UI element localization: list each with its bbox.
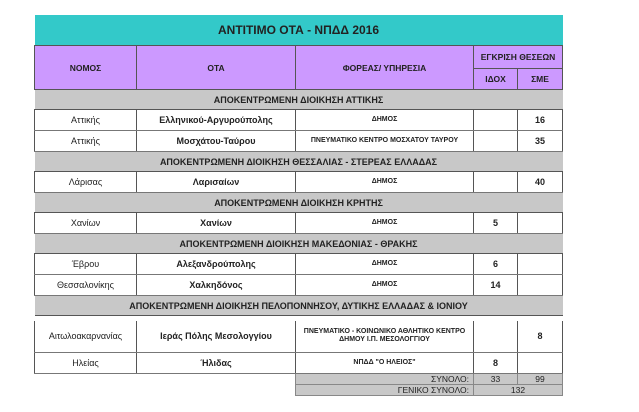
cell-idox — [474, 131, 518, 152]
table-row — [35, 254, 563, 275]
table-container — [34, 15, 562, 395]
cell-nomos: Έβρου — [35, 254, 137, 275]
section-title: ΑΠΟΚΕΝΤΡΩΜΕΝΗ ΔΙΟΙΚΗΣΗ ΠΕΛΟΠΟΝΝΗΣΟΥ, ΔΥΤΙΚΗΣ ΕΛΛΑΔΑΣ & ΙΟΝΙΟΥ — [35, 296, 563, 316]
cell-foreas: ΔΗΜΟΣ — [296, 213, 474, 234]
cell-ota: Χαλκηδόνος — [137, 275, 296, 296]
cell-nomos: Αττικής — [35, 131, 137, 152]
cell-foreas: ΔΗΜΟΣ — [296, 172, 474, 193]
section-title: ΑΠΟΚΕΝΤΡΩΜΕΝΗ ΔΙΟΙΚΗΣΗ ΚΡΗΤΗΣ — [35, 193, 563, 213]
section-title: ΑΠΟΚΕΝΤΡΩΜΕΝΗ ΔΙΟΙΚΗΣΗ ΑΤΤΙΚΗΣ — [35, 90, 563, 110]
cell-nomos: Λάρισας — [35, 172, 137, 193]
cell-foreas: ΝΠΔΔ "Ο ΗΛΕΙΟΣ" — [296, 352, 474, 373]
total-idox: 33 — [474, 373, 518, 384]
cell-idox — [474, 172, 518, 193]
table-row — [35, 321, 563, 352]
section-title: ΑΠΟΚΕΝΤΡΩΜΕΝΗ ΔΙΟΙΚΗΣΗ ΜΑΚΕΔΟΝΙΑΣ - ΘΡΑΚΗΣ — [35, 234, 563, 254]
cell-idox: 5 — [474, 213, 518, 234]
positions-table — [34, 15, 563, 396]
cell-nomos: Αιτωλοακαρνανίας — [35, 321, 137, 352]
header-idox: ΙΔΟΧ — [474, 69, 518, 90]
total-label: ΣΥΝΟΛΟ: — [296, 373, 474, 384]
table-title: ΑΝΤΙΤΙΜΟ ΟΤΑ - ΝΠΔΔ 2016 — [35, 15, 563, 46]
grand-total-label: ΓΕΝΙΚΟ ΣΥΝΟΛΟ: — [296, 384, 474, 395]
cell-idox: 6 — [474, 254, 518, 275]
cell-nomos: Ηλείας — [35, 352, 137, 373]
cell-ota: Ήλιδας — [137, 352, 296, 373]
cell-sme — [518, 213, 563, 234]
totals-row — [35, 373, 563, 384]
cell-foreas: ΔΗΜΟΣ — [296, 110, 474, 131]
cell-ota: Μοσχάτου-Ταύρου — [137, 131, 296, 152]
section-header-row — [35, 152, 563, 172]
section-title: ΑΠΟΚΕΝΤΡΩΜΕΝΗ ΔΙΟΙΚΗΣΗ ΘΕΣΣΑΛΙΑΣ - ΣΤΕΡΕΑΣ ΕΛΛΑΔΑΣ — [35, 152, 563, 172]
grand-total-value: 132 — [474, 384, 563, 395]
header-foreas: ΦΟΡΕΑΣ/ ΥΠΗΡΕΣΙΑ — [296, 46, 474, 90]
cell-sme — [518, 254, 563, 275]
header-nomos: ΝΟΜΟΣ — [35, 46, 137, 90]
cell-sme — [518, 275, 563, 296]
cell-sme: 8 — [518, 321, 563, 352]
grand-total-row — [35, 384, 563, 395]
cell-idox — [474, 110, 518, 131]
cell-sme: 40 — [518, 172, 563, 193]
table-row — [35, 172, 563, 193]
cell-idox: 14 — [474, 275, 518, 296]
header-sme: ΣΜΕ — [518, 69, 563, 90]
table-row — [35, 131, 563, 152]
cell-foreas: ΔΗΜΟΣ — [296, 275, 474, 296]
section-header-row — [35, 90, 563, 110]
table-row — [35, 110, 563, 131]
table-row — [35, 275, 563, 296]
cell-ota: Λαρισαίων — [137, 172, 296, 193]
cell-idox — [474, 321, 518, 352]
section-header-row — [35, 234, 563, 254]
cell-sme: 16 — [518, 110, 563, 131]
table-row — [35, 352, 563, 373]
cell-foreas: ΠΝΕΥΜΑΤΙΚΟ - ΚΟΙΝΩΝΙΚΟ ΑΘΛΗΤΙΚΟ ΚΕΝΤΡΟ ΔΗΜΟΥ Ι.Π. ΜΕΣΟΛΟΓΓΙΟΥ — [296, 321, 474, 352]
cell-ota: Ιεράς Πόλης Μεσολογγίου — [137, 321, 296, 352]
header-egkrisi: ΕΓΚΡΙΣΗ ΘΕΣΕΩΝ — [474, 46, 563, 69]
cell-foreas: ΔΗΜΟΣ — [296, 254, 474, 275]
cell-sme — [518, 352, 563, 373]
cell-nomos: Αττικής — [35, 110, 137, 131]
cell-nomos: Θεσσαλονίκης — [35, 275, 137, 296]
section-header-row — [35, 296, 563, 316]
total-sme: 99 — [518, 373, 563, 384]
header-ota: ΟΤΑ — [137, 46, 296, 90]
cell-sme: 35 — [518, 131, 563, 152]
cell-foreas: ΠΝΕΥΜΑΤΙΚΟ ΚΕΝΤΡΟ ΜΟΣΧΑΤΟΥ ΤΑΥΡΟΥ — [296, 131, 474, 152]
table-row — [35, 213, 563, 234]
cell-nomos: Χανίων — [35, 213, 137, 234]
cell-idox: 8 — [474, 352, 518, 373]
cell-ota: Χανίων — [137, 213, 296, 234]
cell-ota: Ελληνικού-Αργυρούπολης — [137, 110, 296, 131]
cell-ota: Αλεξανδρούπολης — [137, 254, 296, 275]
section-header-row — [35, 193, 563, 213]
